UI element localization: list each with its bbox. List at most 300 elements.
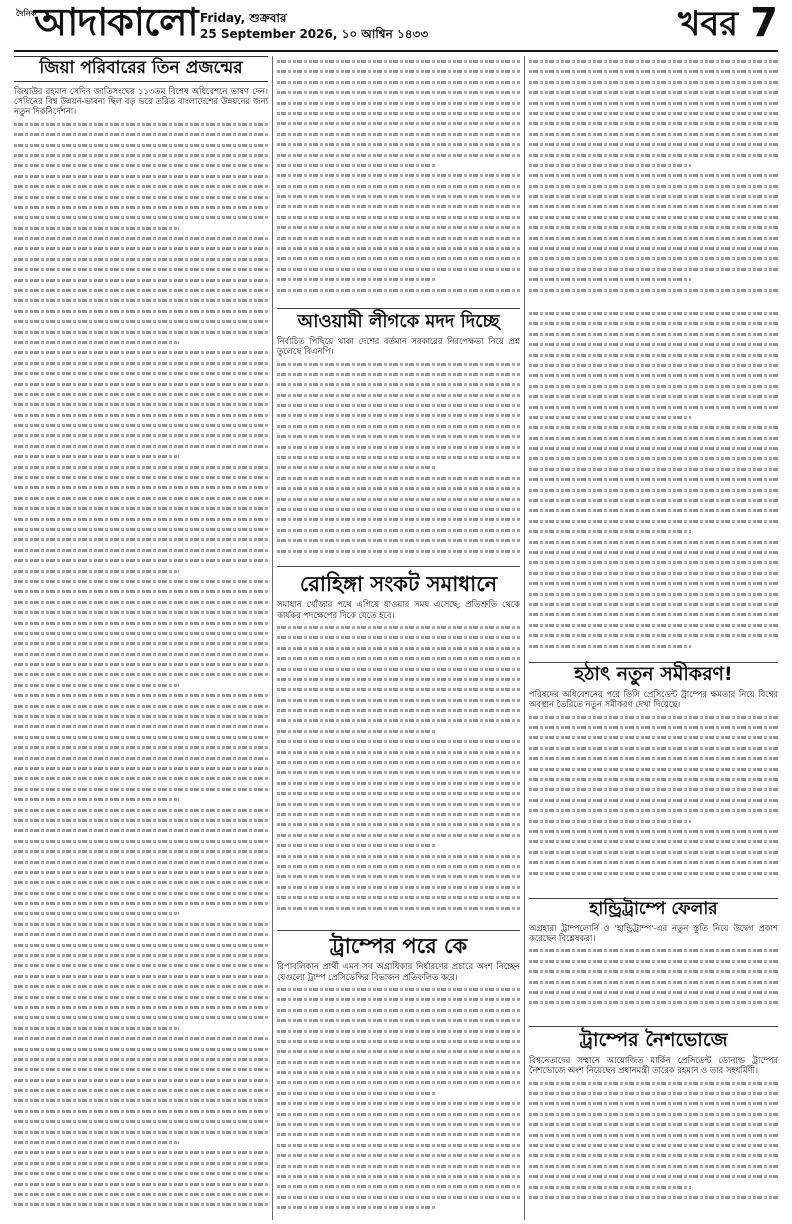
text-line xyxy=(277,871,520,881)
text-line xyxy=(14,846,268,856)
text-line xyxy=(529,402,778,412)
text-line xyxy=(277,767,520,777)
article-hindi-trump xyxy=(529,900,778,1024)
text-line xyxy=(14,566,268,576)
text-line xyxy=(14,192,268,202)
text-line xyxy=(277,1109,520,1119)
text-line xyxy=(14,243,268,253)
text-line xyxy=(14,545,268,555)
text-line xyxy=(14,659,268,669)
text-line xyxy=(14,836,268,846)
text-line xyxy=(277,903,520,913)
text-line xyxy=(529,433,778,443)
article-body xyxy=(529,56,778,304)
article-lead: পরিষদের অধিবেশনের পরে ডিসি প্রেসিডেন্ট ট্রাম্পের ক্ষমতার নিয়ে বিশ্বের অবস্থান তৈরিতে নতুন সমীকরণ দেখা দিয়েছে। xyxy=(529,688,778,710)
text-line xyxy=(277,819,520,829)
text-line xyxy=(277,1150,520,1160)
text-line xyxy=(14,1147,268,1157)
masthead-rule xyxy=(14,50,778,52)
text-line xyxy=(529,129,778,139)
text-line xyxy=(277,285,520,295)
text-line xyxy=(14,462,268,472)
text-line xyxy=(529,56,778,66)
text-line xyxy=(14,815,268,825)
text-line xyxy=(14,514,268,524)
text-line xyxy=(529,805,778,815)
text-line xyxy=(14,992,268,1002)
text-line xyxy=(529,1161,778,1171)
text-line xyxy=(529,526,778,536)
text-line xyxy=(277,632,520,642)
text-line xyxy=(14,1012,268,1022)
text-line xyxy=(14,1075,268,1085)
text-line xyxy=(529,285,778,295)
text-line xyxy=(277,87,520,97)
text-line xyxy=(529,568,778,578)
text-line xyxy=(14,888,268,898)
text-line xyxy=(14,825,268,835)
text-line xyxy=(529,1098,778,1108)
text-line xyxy=(277,212,520,222)
text-line xyxy=(277,1088,520,1098)
text-line xyxy=(14,482,268,492)
text-line xyxy=(14,805,268,815)
article-continuation-right xyxy=(529,56,778,304)
text-line xyxy=(277,664,520,674)
text-line xyxy=(277,1015,520,1025)
text-line xyxy=(277,150,520,160)
text-line xyxy=(14,1158,268,1168)
text-line xyxy=(529,412,778,422)
text-line xyxy=(14,628,268,638)
text-line xyxy=(277,222,520,232)
text-line xyxy=(14,773,268,783)
text-line xyxy=(14,306,268,316)
text-line xyxy=(277,359,520,369)
article-lead: নির্বাচিত পিছিয়ে থাকা দেশের বর্তমান সরকারের নিরপেক্ষতা নিয়ে প্রশ্ন তুলেছে বিএনপি। xyxy=(277,335,520,357)
text-line xyxy=(277,473,520,483)
text-line xyxy=(529,1130,778,1140)
article-continuation-center xyxy=(277,56,520,304)
text-line xyxy=(14,202,268,212)
article-zia xyxy=(14,56,268,1220)
text-line xyxy=(529,370,778,380)
text-line xyxy=(277,1181,520,1191)
article-body xyxy=(277,984,520,1214)
text-line xyxy=(14,908,268,918)
text-line xyxy=(277,410,520,420)
text-line xyxy=(277,788,520,798)
text-line xyxy=(277,747,520,757)
separator xyxy=(277,566,520,567)
text-line xyxy=(14,275,268,285)
text-line xyxy=(529,977,778,987)
issue-day: Friday, শুক্রবার xyxy=(200,11,287,25)
text-line xyxy=(14,784,268,794)
text-line xyxy=(277,98,520,108)
text-line xyxy=(277,494,520,504)
text-line xyxy=(14,295,268,305)
text-line xyxy=(14,638,268,648)
text-line xyxy=(277,452,520,462)
text-line xyxy=(277,233,520,243)
text-line xyxy=(14,1095,268,1105)
text-line xyxy=(14,960,268,970)
text-line xyxy=(277,201,520,211)
text-line xyxy=(529,547,778,557)
headline-awami: আওয়ামী লীগকে মদদ দিচ্ছে xyxy=(297,311,500,332)
text-line xyxy=(14,857,268,867)
text-line xyxy=(14,794,268,804)
text-line xyxy=(529,318,778,328)
text-line xyxy=(529,118,778,128)
text-line xyxy=(14,160,268,170)
text-line xyxy=(529,464,778,474)
text-line xyxy=(277,1192,520,1202)
text-line xyxy=(277,56,520,66)
text-line xyxy=(529,350,778,360)
text-line xyxy=(529,66,778,76)
text-line xyxy=(14,368,268,378)
article-lead: রিপাবলিকান প্রার্থী এমন সব অগ্রাধিকার নির্ধারণের প্রচারে অংশ নিচ্ছেন যেগুলো ট্রাম্প প্রেসিডেন্সির বিভাজন প্রতিফলিত করে। xyxy=(277,961,520,982)
text-line xyxy=(529,170,778,180)
text-line xyxy=(277,705,520,715)
text-line xyxy=(529,1182,778,1192)
text-line xyxy=(529,722,778,732)
text-line xyxy=(529,1150,778,1160)
text-line xyxy=(14,1064,268,1074)
text-line xyxy=(277,400,520,410)
text-line xyxy=(529,191,778,201)
text-line xyxy=(529,1078,778,1088)
separator xyxy=(529,1026,778,1027)
text-line xyxy=(277,882,520,892)
text-line xyxy=(277,170,520,180)
text-line xyxy=(14,1168,268,1178)
text-line xyxy=(529,956,778,966)
article-body xyxy=(277,359,520,559)
text-line xyxy=(529,589,778,599)
text-line xyxy=(529,816,778,826)
page-number: 7 xyxy=(750,0,778,46)
text-line xyxy=(529,264,778,274)
separator xyxy=(277,308,520,309)
text-line xyxy=(277,643,520,653)
text-line xyxy=(277,674,520,684)
text-line xyxy=(529,1109,778,1119)
text-line xyxy=(277,830,520,840)
text-line xyxy=(14,327,268,337)
text-line xyxy=(14,711,268,721)
text-line xyxy=(14,524,268,534)
text-line xyxy=(277,892,520,902)
text-line xyxy=(529,77,778,87)
text-line xyxy=(529,557,778,567)
text-line xyxy=(277,622,520,632)
text-line xyxy=(529,620,778,630)
headline-zia: জিয়া পরিবারের তিন প্রজন্মের xyxy=(14,56,268,82)
issue-date xyxy=(200,10,428,42)
text-line xyxy=(14,254,268,264)
text-line xyxy=(277,715,520,725)
text-line xyxy=(277,525,520,535)
text-line xyxy=(529,857,778,867)
text-line xyxy=(14,1199,268,1209)
text-line xyxy=(14,680,268,690)
article-continuation-right-mid xyxy=(529,308,778,660)
text-line xyxy=(277,129,520,139)
text-line xyxy=(14,1033,268,1043)
text-line xyxy=(529,868,778,878)
text-line xyxy=(14,597,268,607)
text-line xyxy=(529,826,778,836)
text-line xyxy=(277,369,520,379)
text-line xyxy=(14,701,268,711)
text-line xyxy=(277,1036,520,1046)
article-body xyxy=(277,622,520,922)
text-line xyxy=(277,504,520,514)
text-line xyxy=(277,243,520,253)
text-line xyxy=(14,1116,268,1126)
text-line xyxy=(14,1044,268,1054)
text-line xyxy=(277,778,520,788)
text-line xyxy=(529,274,778,284)
article-lead: সমাধান খোঁজার পথে এগিয়ে যাওয়ার সময় এসেছে; প্রতিশ্রুতি থেকে কার্যকর পদক্ষেপের দিকে যেতে হবে। xyxy=(277,599,520,620)
text-line xyxy=(277,274,520,284)
text-line xyxy=(277,442,520,452)
article-lead: বিশ্বনেতাদের সম্মানে আয়োজিত মার্কিন প্রেসিডেন্ট ডোনাল্ড ট্রাম্পের নৈশভোজে অংশ নিয়েছেন প্রধানমন্ত্রী তারেক রহমান ও তার সহধর্মিণী। xyxy=(529,1054,778,1076)
text-line xyxy=(14,223,268,233)
text-line xyxy=(529,1171,778,1181)
text-line xyxy=(277,253,520,263)
text-line xyxy=(14,1002,268,1012)
text-line xyxy=(14,285,268,295)
text-line xyxy=(529,599,778,609)
text-line xyxy=(14,347,268,357)
text-line xyxy=(277,1171,520,1181)
text-line xyxy=(14,181,268,191)
text-line xyxy=(14,898,268,908)
text-line xyxy=(277,66,520,76)
text-line xyxy=(14,389,268,399)
text-line xyxy=(529,537,778,547)
text-line xyxy=(529,774,778,784)
text-line xyxy=(529,339,778,349)
column-divider xyxy=(524,56,525,1220)
text-line xyxy=(277,809,520,819)
text-line xyxy=(14,555,268,565)
text-line xyxy=(14,1127,268,1137)
text-line xyxy=(529,945,778,955)
text-line xyxy=(277,264,520,274)
text-line xyxy=(14,576,268,586)
text-line xyxy=(529,485,778,495)
text-line xyxy=(277,181,520,191)
text-line xyxy=(529,1192,778,1202)
text-line xyxy=(14,669,268,679)
text-line xyxy=(14,732,268,742)
text-line xyxy=(277,1067,520,1077)
text-line xyxy=(14,877,268,887)
logo-prefix: দৈনিক xyxy=(16,9,37,18)
text-line xyxy=(277,1129,520,1139)
text-line xyxy=(529,108,778,118)
text-line xyxy=(14,586,268,596)
text-line xyxy=(277,757,520,767)
text-line xyxy=(14,649,268,659)
text-line xyxy=(277,160,520,170)
text-line xyxy=(277,390,520,400)
text-line xyxy=(529,578,778,588)
text-line xyxy=(14,618,268,628)
section-title: খবর xyxy=(678,4,738,44)
text-line xyxy=(277,462,520,472)
article-hothat xyxy=(529,664,778,896)
text-line xyxy=(277,108,520,118)
text-line xyxy=(14,950,268,960)
text-line xyxy=(14,721,268,731)
text-line xyxy=(529,443,778,453)
text-line xyxy=(14,1137,268,1147)
text-line xyxy=(529,360,778,370)
text-line xyxy=(529,474,778,484)
text-line xyxy=(277,1077,520,1087)
text-line xyxy=(529,453,778,463)
text-line xyxy=(277,77,520,87)
article-rohingya xyxy=(277,572,520,928)
text-line xyxy=(14,119,268,129)
text-line xyxy=(14,441,268,451)
text-line xyxy=(277,379,520,389)
text-line xyxy=(14,472,268,482)
text-line xyxy=(14,1023,268,1033)
article-body xyxy=(529,1078,778,1208)
text-line xyxy=(14,140,268,150)
text-line xyxy=(529,784,778,794)
text-line xyxy=(277,653,520,663)
text-line xyxy=(14,316,268,326)
text-line xyxy=(277,1046,520,1056)
headline-trump-naishabhoj: ট্রাম্পের নৈশভোজে xyxy=(579,1029,728,1051)
text-line xyxy=(529,1088,778,1098)
text-line xyxy=(277,139,520,149)
text-line xyxy=(529,609,778,619)
text-line xyxy=(277,994,520,1004)
article-body xyxy=(14,119,268,1213)
text-line xyxy=(14,940,268,950)
text-line xyxy=(529,308,778,318)
text-line xyxy=(14,971,268,981)
text-line xyxy=(14,358,268,368)
text-line xyxy=(14,1179,268,1189)
text-line xyxy=(529,743,778,753)
text-line xyxy=(277,840,520,850)
text-line xyxy=(529,753,778,763)
text-line xyxy=(14,1106,268,1116)
text-line xyxy=(277,1098,520,1108)
text-line xyxy=(277,695,520,705)
text-line xyxy=(14,607,268,617)
text-line xyxy=(14,264,268,274)
article-lead: অগ্রহারা ট্রাম্পলোর্নি ও 'হান্ড্রিট্রাম্প'-এর নতুন স্তূতি নিয়ে উদ্বেগ প্রকাশ করেছেন বিশ্লেষকরা। xyxy=(529,922,778,943)
headline-hothat: হঠাৎ নতুন সমীকরণ! xyxy=(574,663,733,685)
text-line xyxy=(277,1057,520,1067)
text-line xyxy=(277,1119,520,1129)
text-line xyxy=(14,1189,268,1199)
text-line xyxy=(14,981,268,991)
text-line xyxy=(529,160,778,170)
text-line xyxy=(277,1140,520,1150)
text-line xyxy=(14,171,268,181)
text-line xyxy=(14,399,268,409)
text-line xyxy=(529,966,778,976)
text-line xyxy=(14,212,268,222)
text-line xyxy=(277,191,520,201)
text-line xyxy=(14,690,268,700)
text-line xyxy=(529,233,778,243)
text-line xyxy=(277,535,520,545)
text-line xyxy=(529,641,778,651)
text-line xyxy=(529,329,778,339)
text-line xyxy=(529,139,778,149)
text-line xyxy=(14,410,268,420)
text-line xyxy=(529,495,778,505)
text-line xyxy=(277,1005,520,1015)
text-line xyxy=(529,253,778,263)
masthead xyxy=(14,0,778,50)
text-line xyxy=(529,212,778,222)
text-line xyxy=(529,764,778,774)
text-line xyxy=(529,222,778,232)
text-line xyxy=(529,630,778,640)
text-line xyxy=(529,836,778,846)
text-line xyxy=(529,422,778,432)
article-body xyxy=(529,712,778,882)
text-line xyxy=(14,534,268,544)
issue-date-full: 25 September 2026, ১০ আশ্বিন ১৪৩৩ xyxy=(200,27,429,41)
text-line xyxy=(277,1026,520,1036)
headline-rohingya: রোহিঙ্গা সংকট সমাধানে xyxy=(299,572,498,596)
article-body xyxy=(529,308,778,660)
text-line xyxy=(14,420,268,430)
text-line xyxy=(14,867,268,877)
text-line xyxy=(14,430,268,440)
text-line xyxy=(529,997,778,1007)
text-line xyxy=(277,1202,520,1212)
text-line xyxy=(529,516,778,526)
text-line xyxy=(14,379,268,389)
text-line xyxy=(277,514,520,524)
text-line xyxy=(529,987,778,997)
article-trump-naishabhoj xyxy=(529,1030,778,1220)
text-line xyxy=(529,98,778,108)
text-line xyxy=(277,984,520,994)
text-line xyxy=(14,337,268,347)
text-line xyxy=(529,181,778,191)
text-line xyxy=(14,742,268,752)
article-body xyxy=(277,56,520,304)
text-line xyxy=(14,753,268,763)
newspaper-logo xyxy=(14,0,198,46)
text-line xyxy=(14,1085,268,1095)
headline-trump-pore: ট্রাম্পের পরে কে xyxy=(329,934,468,958)
text-line xyxy=(277,1161,520,1171)
text-line xyxy=(277,726,520,736)
text-line xyxy=(529,732,778,742)
article-lead: জিয়াউর রহমান সেদিন জাতিসংঘের ১১৩তম বিশেষ অধিবেশনে ভাষণ দেন। সেদিনের বিশ্ব উন্নয়ন-ভাবনা ছিল বড় ভরে তরিত বাংলাদেশের উন্নয়নের জন্য নতুন দিকনির্দেশনা। xyxy=(14,85,268,117)
headline-hindi-trump: হান্ড্রিট্রাম্পে ফেলার xyxy=(589,899,718,919)
article-body xyxy=(529,945,778,1013)
